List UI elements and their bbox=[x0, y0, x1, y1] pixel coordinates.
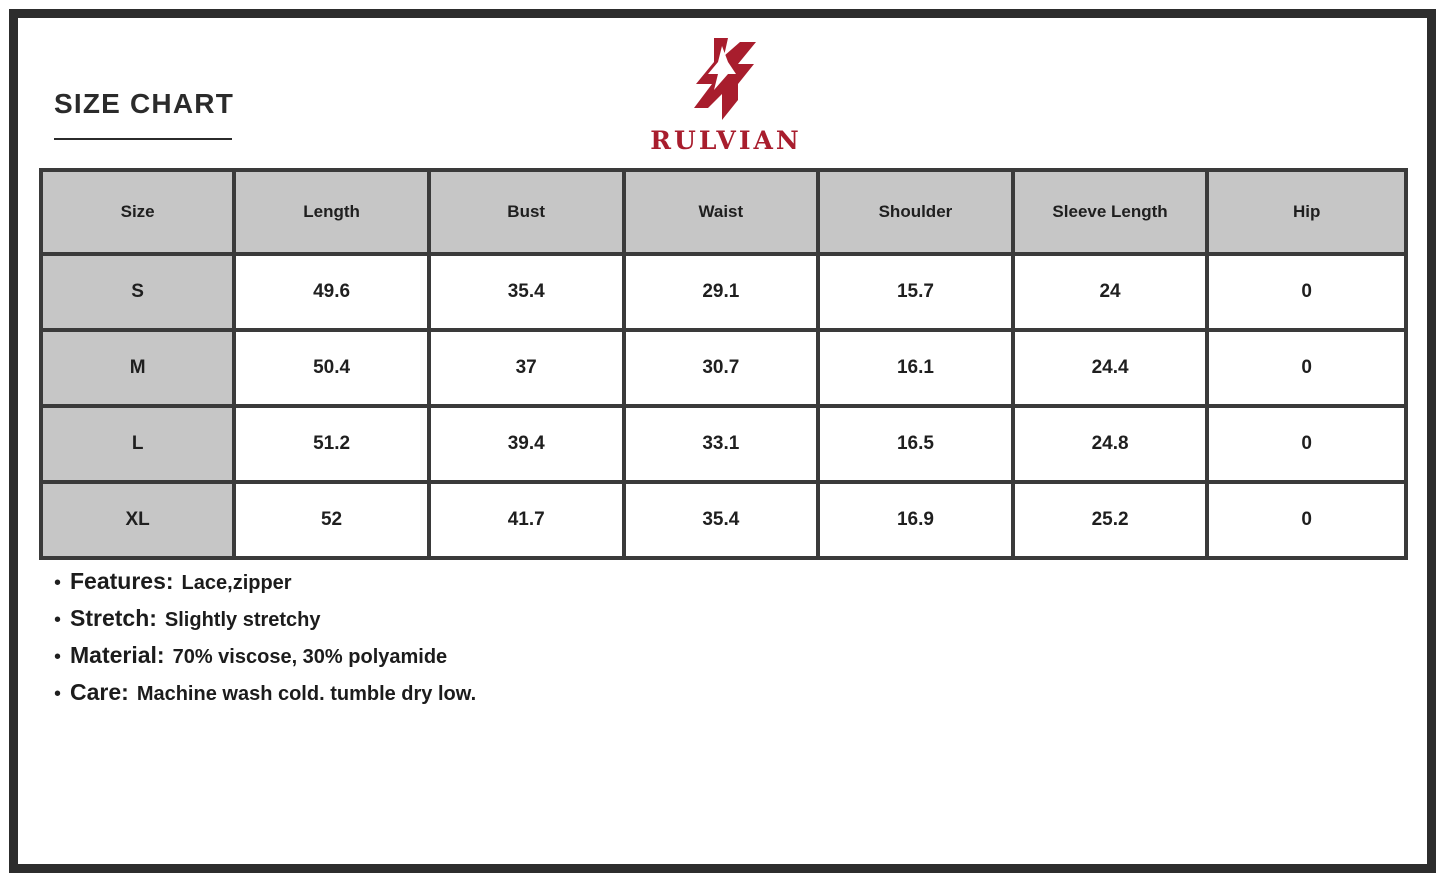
cell-size: L bbox=[43, 408, 236, 484]
note-label: Care: bbox=[70, 679, 129, 705]
column-header-hip: Hip bbox=[1209, 172, 1404, 256]
cell-sleeve-length: 24 bbox=[1015, 256, 1210, 332]
cell-sleeve-length: 24.8 bbox=[1015, 408, 1210, 484]
bullet-icon: • bbox=[54, 683, 62, 705]
cell-hip: 0 bbox=[1209, 408, 1404, 484]
bullet-icon: • bbox=[54, 572, 62, 594]
cell-size: M bbox=[43, 332, 236, 408]
cell-length: 51.2 bbox=[236, 408, 431, 484]
note-label: Stretch: bbox=[70, 605, 157, 631]
cell-length: 52 bbox=[236, 484, 431, 556]
cell-waist: 29.1 bbox=[626, 256, 821, 332]
note-item-features bbox=[54, 568, 954, 595]
note-value: Machine wash cold. tumble dry low. bbox=[136, 683, 477, 705]
note-value: Slightly stretchy bbox=[164, 609, 321, 631]
cell-length: 50.4 bbox=[236, 332, 431, 408]
table-row bbox=[43, 408, 1404, 484]
column-header-waist: Waist bbox=[626, 172, 821, 256]
size-chart-table bbox=[39, 168, 1408, 560]
cell-bust: 35.4 bbox=[431, 256, 626, 332]
brand-block bbox=[636, 36, 816, 155]
cell-bust: 39.4 bbox=[431, 408, 626, 484]
cell-shoulder: 16.5 bbox=[820, 408, 1015, 484]
column-header-length: Length bbox=[236, 172, 431, 256]
table-body bbox=[43, 256, 1404, 556]
cell-waist: 35.4 bbox=[626, 484, 821, 556]
column-header-size: Size bbox=[43, 172, 236, 256]
note-item-stretch bbox=[54, 605, 954, 632]
cell-waist: 30.7 bbox=[626, 332, 821, 408]
cell-hip: 0 bbox=[1209, 332, 1404, 408]
note-item-material bbox=[54, 642, 954, 669]
brand-name: RULVIAN bbox=[650, 126, 802, 155]
cell-hip: 0 bbox=[1209, 484, 1404, 556]
bullet-icon: • bbox=[54, 646, 62, 668]
page-title-block bbox=[54, 88, 234, 140]
page-title: SIZE CHART bbox=[54, 88, 234, 119]
bullet-icon: • bbox=[54, 609, 62, 631]
cell-sleeve-length: 25.2 bbox=[1015, 484, 1210, 556]
product-notes bbox=[54, 568, 954, 716]
cell-size: XL bbox=[43, 484, 236, 556]
column-header-bust: Bust bbox=[431, 172, 626, 256]
table-row bbox=[43, 256, 1404, 332]
cell-size: S bbox=[43, 256, 236, 332]
note-item-care bbox=[54, 679, 954, 706]
table-row bbox=[43, 484, 1404, 556]
table-header bbox=[43, 172, 1404, 256]
title-underline bbox=[54, 138, 232, 140]
cell-sleeve-length: 24.4 bbox=[1015, 332, 1210, 408]
table-row bbox=[43, 332, 1404, 408]
cell-shoulder: 15.7 bbox=[820, 256, 1015, 332]
size-chart-table-wrap bbox=[39, 168, 1408, 560]
cell-waist: 33.1 bbox=[626, 408, 821, 484]
cell-bust: 41.7 bbox=[431, 484, 626, 556]
rulvian-r-logo-icon bbox=[678, 36, 774, 122]
column-header-sleeve-length: Sleeve Length bbox=[1015, 172, 1210, 256]
cell-shoulder: 16.1 bbox=[820, 332, 1015, 408]
note-label: Material: bbox=[70, 642, 165, 668]
cell-shoulder: 16.9 bbox=[820, 484, 1015, 556]
note-value: Lace,zipper bbox=[181, 572, 292, 594]
note-label: Features: bbox=[70, 568, 174, 594]
note-value: 70% viscose, 30% polyamide bbox=[172, 646, 448, 668]
table-header-row bbox=[43, 172, 1404, 256]
cell-hip: 0 bbox=[1209, 256, 1404, 332]
cell-bust: 37 bbox=[431, 332, 626, 408]
cell-length: 49.6 bbox=[236, 256, 431, 332]
column-header-shoulder: Shoulder bbox=[820, 172, 1015, 256]
